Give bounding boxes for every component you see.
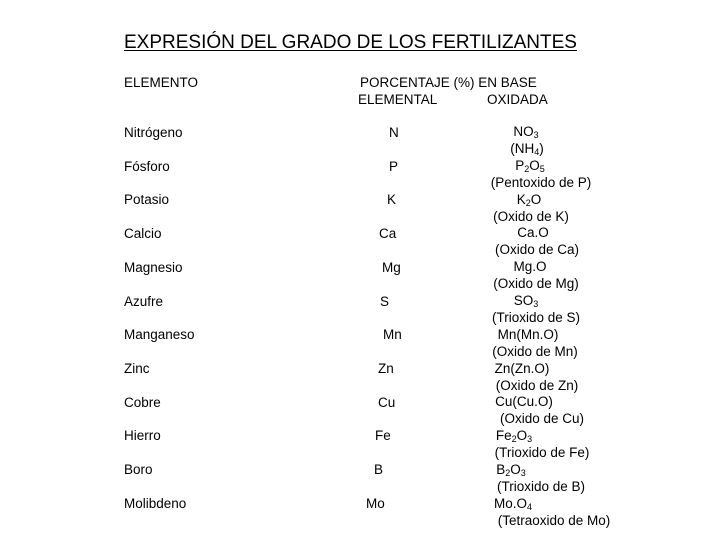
element-name: Cobre xyxy=(124,394,161,410)
formula-text: (Oxido de Mn) xyxy=(492,343,578,359)
element-name: Magnesio xyxy=(124,259,183,275)
oxidized-line xyxy=(492,310,580,327)
formula-text: O xyxy=(516,428,528,444)
header-oxidized: OXIDADA xyxy=(487,92,548,107)
element-name: Boro xyxy=(124,462,153,477)
element-symbol: Fe xyxy=(375,428,391,444)
element-name: Potasio xyxy=(124,192,170,208)
formula-text: (Oxido de Mg) xyxy=(493,276,579,292)
subscript: 3 xyxy=(533,299,539,309)
formula-text: Cu(Cu.O) xyxy=(495,394,553,410)
oxidized-line xyxy=(498,327,559,344)
formula-text: Fe xyxy=(495,428,512,444)
formula-text: O xyxy=(530,191,542,207)
oxidized-line xyxy=(517,192,542,209)
oxidized-line xyxy=(517,225,549,242)
element-symbol: S xyxy=(380,293,390,309)
subscript: 2 xyxy=(505,468,511,478)
subscript: 3 xyxy=(520,468,526,478)
subscript: 2 xyxy=(511,434,517,445)
oxidized-line xyxy=(493,276,579,293)
oxidized-line xyxy=(492,344,578,361)
element-symbol: Mo xyxy=(366,495,385,511)
formula-text: B xyxy=(496,462,506,477)
oxidized-line xyxy=(510,141,544,158)
element-symbol: B xyxy=(374,462,384,477)
formula-text: Ca.O xyxy=(517,225,549,241)
formula-text: (Pentoxido de P) xyxy=(490,174,592,190)
subscript: 3 xyxy=(527,434,533,445)
formula-text: Mg.O xyxy=(513,259,547,275)
oxidized-line xyxy=(497,479,585,496)
formula-text: P xyxy=(515,157,525,173)
element-name: Zinc xyxy=(124,360,150,376)
oxidized-line xyxy=(496,378,579,395)
oxidized-line xyxy=(496,462,526,479)
element-name: Nitrógeno xyxy=(124,125,183,140)
oxidized-line xyxy=(491,175,592,192)
oxidized-line xyxy=(495,242,579,259)
element-name: Manganeso xyxy=(124,327,195,343)
oxidized-line xyxy=(500,411,584,428)
header-element: ELEMENTO xyxy=(124,75,199,90)
formula-text: (NH xyxy=(510,140,535,156)
oxidized-line xyxy=(514,293,539,310)
formula-text: K xyxy=(516,191,526,207)
formula-text: (Trioxido de Fe) xyxy=(494,445,590,461)
oxidized-line xyxy=(513,259,546,276)
oxidized-line xyxy=(495,361,550,378)
subscript: 3 xyxy=(533,130,539,140)
element-name: Fósforo xyxy=(124,158,170,174)
header-percent: PORCENTAJE (%) EN BASE xyxy=(360,75,537,90)
element-symbol: N xyxy=(389,125,399,140)
subscript: 4 xyxy=(527,501,533,512)
formula-text: ) xyxy=(539,140,544,156)
oxidized-line xyxy=(494,496,532,513)
formula-text: (Tetraoxido de Mo) xyxy=(497,512,611,528)
subscript: 2 xyxy=(524,163,530,174)
element-symbol: Zn xyxy=(378,360,394,376)
element-symbol: Mn xyxy=(383,327,402,343)
formula-text: (Oxido de Cu) xyxy=(499,411,585,427)
formula-text: Mn(Mn.O) xyxy=(497,326,559,342)
subscript: 5 xyxy=(539,163,545,174)
element-symbol: K xyxy=(387,192,397,208)
formula-text: (Oxido de Zn) xyxy=(495,377,579,393)
element-name: Hierro xyxy=(124,428,161,444)
header-elemental: ELEMENTAL xyxy=(358,92,438,107)
element-symbol: Cu xyxy=(378,394,396,410)
oxidized-line xyxy=(493,209,569,226)
page-title: EXPRESIÓN DEL GRADO DE LOS FERTILIZANTES xyxy=(124,32,577,53)
formula-text: SO xyxy=(513,293,534,308)
oxidized-line xyxy=(495,394,553,411)
formula-text: O xyxy=(529,157,540,173)
formula-text: Zn(Zn.O) xyxy=(494,360,550,376)
element-symbol: Mg xyxy=(382,259,401,275)
formula-text: (Trioxido de S) xyxy=(491,309,581,325)
formula-text: (Trioxido de B) xyxy=(496,478,586,494)
element-symbol: P xyxy=(389,158,399,174)
oxidized-line xyxy=(515,158,545,175)
element-name: Molibdeno xyxy=(124,495,187,511)
element-symbol: Ca xyxy=(379,226,397,242)
oxidized-line xyxy=(496,428,532,445)
subscript: 4 xyxy=(534,146,540,157)
oxidized-line xyxy=(498,513,611,530)
formula-text: NO xyxy=(513,124,534,139)
element-name: Calcio xyxy=(124,226,162,242)
oxidized-line xyxy=(495,445,590,462)
element-name: Azufre xyxy=(124,293,164,309)
formula-text: O xyxy=(510,462,521,477)
formula-text: (Oxido de K) xyxy=(493,208,569,224)
oxidized-line xyxy=(513,124,538,141)
formula-text: Mo.O xyxy=(493,495,527,511)
subscript: 2 xyxy=(525,197,531,208)
formula-text: (Oxido de Ca) xyxy=(494,242,580,258)
